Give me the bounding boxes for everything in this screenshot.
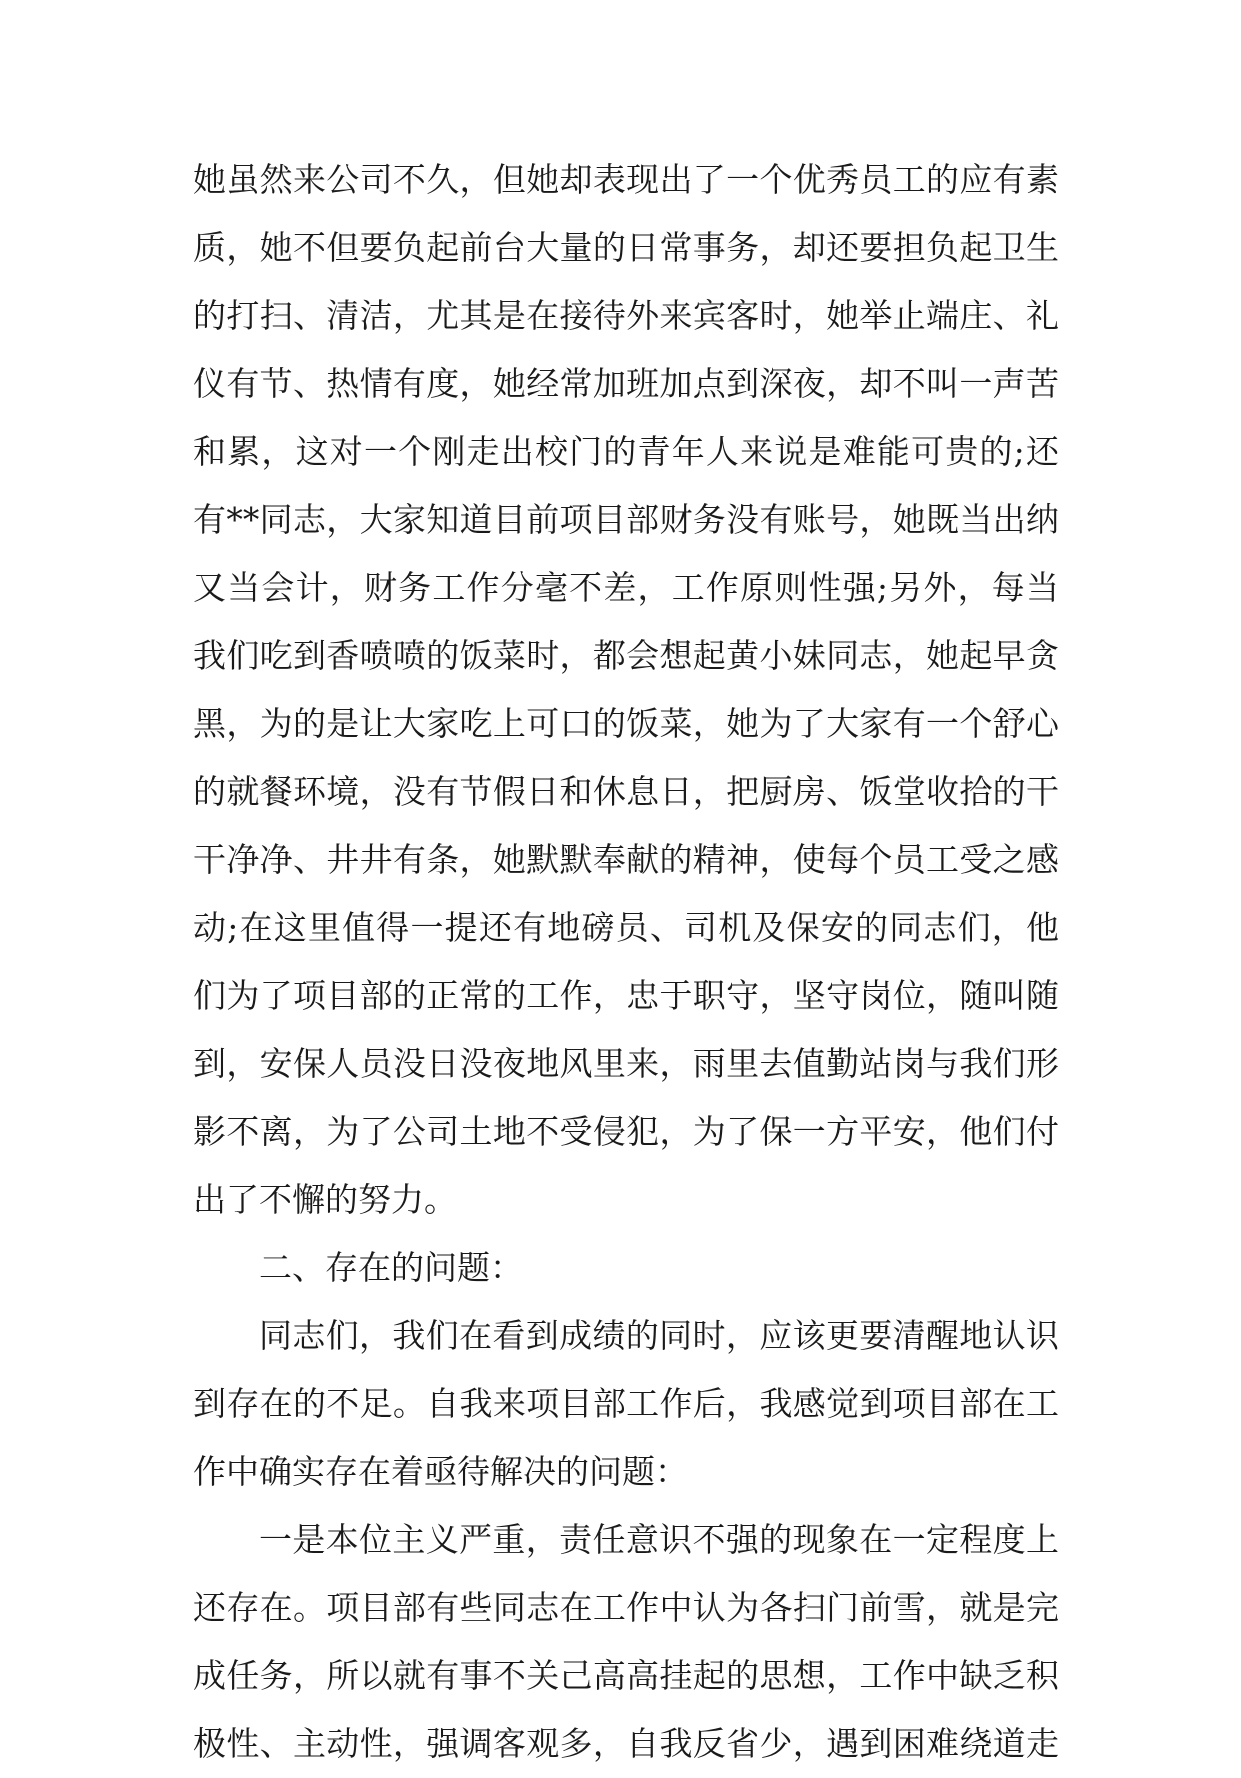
text-line: 黑，为的是让大家吃上可口的饭菜，她为了大家有一个舒心 xyxy=(193,704,1059,743)
text-line: 影不离，为了公司土地不受侵犯，为了保一方平安，他们付 xyxy=(193,1112,1059,1151)
text-line: 们为了项目部的正常的工作，忠于职守，坚守岗位，随叫随 xyxy=(193,976,1059,1015)
text-line: 作中确实存在着亟待解决的问题： xyxy=(193,1452,688,1491)
text-line: 仪有节、热情有度，她经常加班加点到深夜，却不叫一声苦 xyxy=(193,364,1059,403)
text-line: 出了不懈的努力。 xyxy=(193,1180,457,1219)
text-line: 极性、主动性，强调客观多，自我反省少，遇到困难绕道走 xyxy=(193,1724,1059,1763)
text-line: 质，她不但要负起前台大量的日常事务，却还要担负起卫生 xyxy=(193,228,1059,267)
text-line: 干净净、井井有条，她默默奉献的精神，使每个员工受之感 xyxy=(193,840,1059,879)
text-line: 动;在这里值得一提还有地磅员、司机及保安的同志们，他 xyxy=(193,908,1059,947)
text-line: 成任务，所以就有事不关己高高挂起的思想，工作中缺乏积 xyxy=(193,1656,1059,1695)
text-line: 的就餐环境，没有节假日和休息日，把厨房、饭堂收拾的干 xyxy=(193,772,1059,811)
text-line: 同志们，我们在看到成绩的同时，应该更要清醒地认识 xyxy=(259,1316,1059,1355)
text-line: 有**同志，大家知道目前项目部财务没有账号，她既当出纳 xyxy=(193,500,1059,539)
text-line: 到存在的不足。自我来项目部工作后，我感觉到项目部在工 xyxy=(193,1384,1059,1423)
text-line: 还存在。项目部有些同志在工作中认为各扫门前雪，就是完 xyxy=(193,1588,1059,1627)
text-line: 二、存在的问题： xyxy=(259,1248,523,1287)
text-line: 到，安保人员没日没夜地风里来，雨里去值勤站岗与我们形 xyxy=(193,1044,1059,1083)
document-body xyxy=(193,146,1059,1778)
text-line: 和累，这对一个刚走出校门的青年人来说是难能可贵的;还 xyxy=(193,432,1059,471)
text-line: 她虽然来公司不久，但她却表现出了一个优秀员工的应有素 xyxy=(193,160,1059,199)
text-line: 又当会计，财务工作分毫不差，工作原则性强;另外，每当 xyxy=(193,568,1059,607)
text-line: 我们吃到香喷喷的饭菜时，都会想起黄小妹同志，她起早贪 xyxy=(193,636,1059,675)
text-line: 一是本位主义严重，责任意识不强的现象在一定程度上 xyxy=(259,1520,1059,1559)
text-line: 的打扫、清洁，尤其是在接待外来宾客时，她举止端庄、礼 xyxy=(193,296,1059,335)
